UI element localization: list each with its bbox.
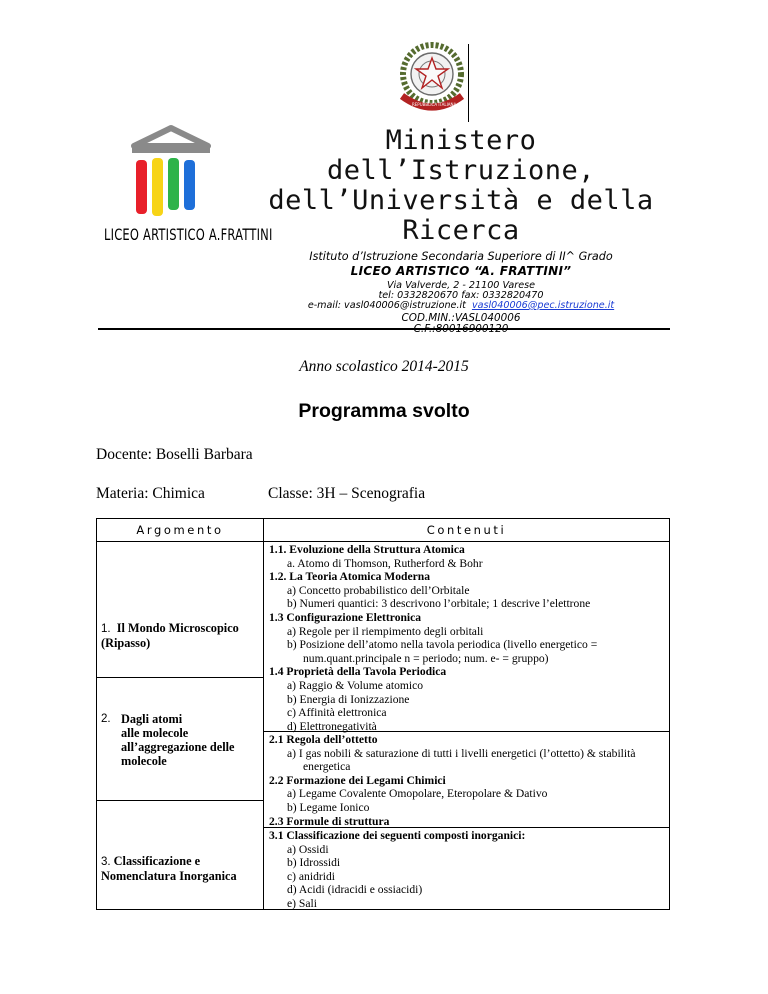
column-divider	[263, 519, 264, 909]
contenuti-1	[269, 543, 665, 733]
argomento-text: alle molecole	[121, 726, 189, 740]
contenuto-item: d) Elettronegatività	[287, 719, 377, 733]
argomento-text: all’aggregazione delle	[121, 740, 235, 754]
docente: Docente: Boselli Barbara	[96, 446, 253, 463]
contenuto-item: e) Sali	[287, 896, 317, 910]
argomento-text: molecole	[121, 754, 167, 768]
ministero-line: dell’Università e della	[268, 185, 654, 216]
contenuto-item: energetica	[303, 760, 351, 774]
emblem-ribbon-text: REPUBBLICA ITALIANA	[412, 102, 457, 107]
contenuto-section: 2.3 Formule di struttura	[269, 814, 390, 828]
contenuto-section: 1.3 Configurazione Elettronica	[269, 610, 422, 624]
ministero-line: Ministero	[385, 125, 537, 156]
ministero-title	[250, 126, 672, 246]
ministero-line: dell’Istruzione,	[326, 155, 596, 186]
contenuto-item: a) Legame Covalente Omopolare, Eteropolare & Dativo	[287, 787, 548, 801]
contenuto-section: 1.4 Proprietà della Tavola Periodica	[269, 665, 447, 679]
liceo-artistico-logo	[96, 124, 273, 250]
argomento-2	[101, 712, 261, 768]
contenuti-2	[269, 733, 665, 828]
contenuto-item: c) anidridi	[287, 869, 335, 883]
argomento-1	[101, 621, 261, 650]
contenuto-section: 1.1. Evoluzione della Struttura Atomica	[269, 543, 465, 556]
contenuto-item: a) Raggio & Volume atomico	[287, 678, 424, 692]
argomento-text: Nomenclatura Inorganica	[101, 869, 237, 883]
cod-min: COD.MIN.:VASL040006	[401, 312, 521, 324]
row-separator	[97, 677, 263, 678]
contenuto-section: 1.2. La Teoria Atomica Moderna	[269, 570, 431, 584]
contenuto-item: b) Legame Ionico	[287, 800, 370, 814]
header-rule-left	[97, 541, 263, 542]
istituto-line: Istituto d’Istruzione Secondaria Superiore di II^ Grado	[309, 250, 613, 263]
contenuto-item: b) Posizione dell’atomo nella tavola periodica (livello energetico =	[287, 638, 598, 652]
argomento-text: Il Mondo Microscopico	[116, 621, 239, 635]
argomento-text: Classificazione e	[113, 854, 201, 868]
argomento-number: 1.	[101, 623, 111, 635]
ministero-line: Ricerca	[402, 215, 520, 246]
liceo-logo-text: LICEO ARTISTICO A.FRATTINI	[104, 225, 273, 244]
row-separator	[97, 800, 263, 801]
emblem-divider	[468, 44, 469, 122]
argomento-text: (Ripasso)	[101, 636, 151, 650]
contenuto-section: 2.1 Regola dell’ottetto	[269, 733, 378, 746]
address: Via Valverde, 2 - 21100 Varese	[386, 280, 536, 291]
anno-scolastico: Anno scolastico 2014-2015	[299, 358, 469, 375]
contenuto-item: b) Idrossidi	[287, 856, 341, 870]
contenuto-section: 3.1 Classificazione dei seguenti composti inorganici:	[269, 829, 526, 842]
italian-republic-emblem	[392, 38, 474, 124]
argomento-number: 3.	[101, 856, 111, 868]
contenuto-item: d) Acidi (idracidi e ossiacidi)	[287, 883, 423, 897]
classe: Classe: 3H – Scenografia	[268, 485, 426, 502]
materia: Materia: Chimica	[96, 485, 205, 502]
phone-fax: tel: 0332820670 fax: 0332820470	[378, 290, 544, 301]
email: e-mail: vasl040006@istruzione.it	[307, 300, 466, 311]
contenuto-item: a) I gas nobili & saturazione di tutti i livelli energetici (l’ottetto) & stabilità	[287, 746, 636, 760]
contenuto-section: 2.2 Formazione dei Legami Chimici	[269, 773, 446, 787]
programma-table	[96, 518, 670, 910]
header-argomento: Argomento	[136, 523, 224, 537]
contenuto-item: a) Ossidi	[287, 842, 329, 856]
page-title: Programma svolto	[298, 400, 470, 422]
liceo-name: LICEO ARTISTICO “A. FRATTINI”	[350, 264, 572, 278]
contenuto-item: b) Numeri quantici: 3 descrivono l’orbitale; 1 descrive l’elettrone	[287, 597, 591, 611]
argomento-number: 2.	[101, 713, 111, 725]
pec-email-link[interactable]: vasl040006@pec.istruzione.it	[471, 300, 615, 311]
contenuti-3	[269, 829, 665, 911]
contenuto-item: a) Regole per il riempimento degli orbitali	[287, 624, 484, 638]
header-contenuti: Contenuti	[426, 523, 507, 537]
contenuto-item: b) Energia di Ionizzazione	[287, 692, 410, 706]
codice-fiscale: C.F.:80016900120	[413, 323, 509, 335]
contenuto-item: a. Atomo di Thomson, Rutherford & Bohr	[287, 556, 483, 570]
email-line	[250, 300, 672, 311]
contenuto-item: c) Affinità elettronica	[287, 706, 387, 720]
header-rule	[98, 328, 670, 330]
contenuto-item: num.quant.principale n = periodo; num. e- = gruppo)	[303, 651, 549, 665]
header-rule-right	[263, 541, 669, 542]
contenuto-item: a) Concetto probabilistico dell’Orbitale	[287, 583, 470, 597]
argomento-3	[101, 854, 261, 883]
argomento-text: Dagli atomi	[121, 712, 183, 726]
